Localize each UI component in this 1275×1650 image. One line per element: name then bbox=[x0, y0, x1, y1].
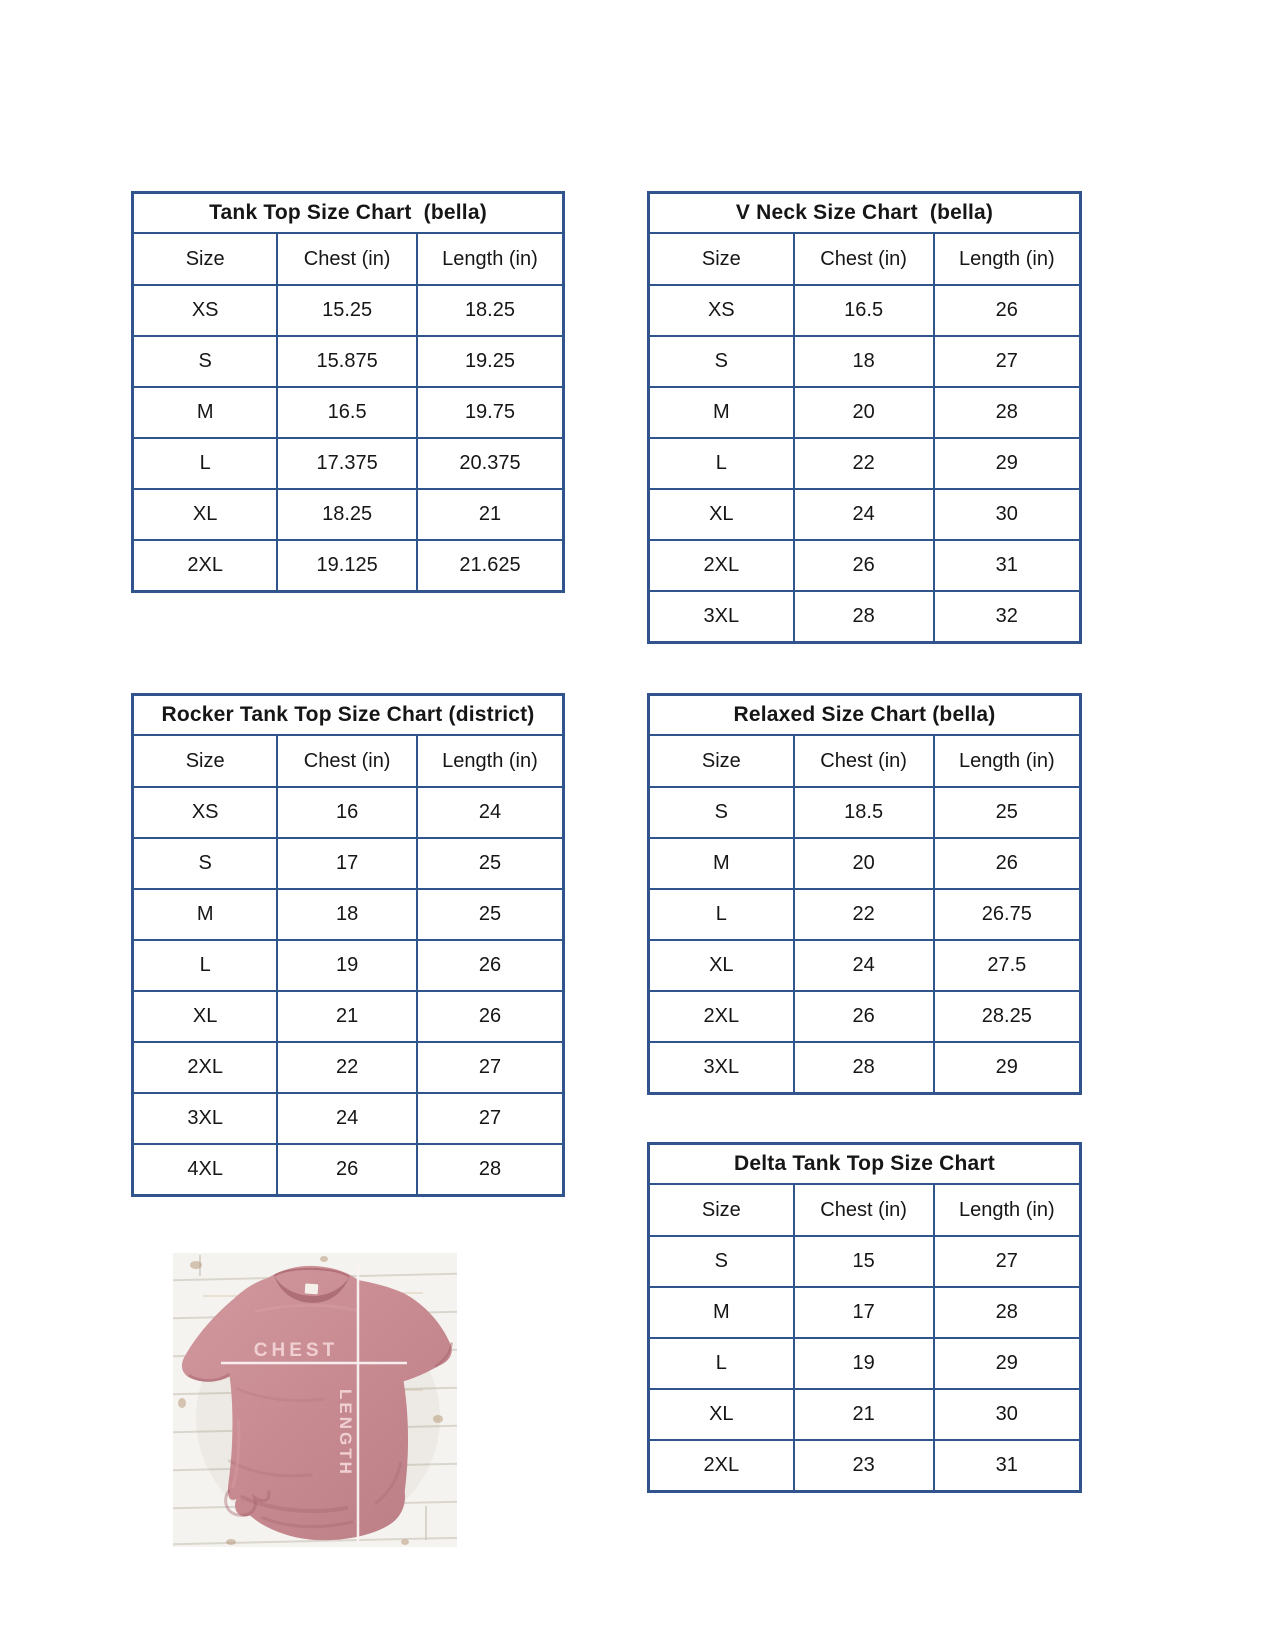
size-cell: XS bbox=[133, 787, 278, 838]
length-cell: 25 bbox=[934, 787, 1081, 838]
length-cell: 28.25 bbox=[934, 991, 1081, 1042]
length-cell: 21.625 bbox=[417, 540, 564, 592]
length-cell: 19.25 bbox=[417, 336, 564, 387]
size-cell: XL bbox=[133, 489, 278, 540]
table-row bbox=[649, 540, 1081, 591]
table-title-row bbox=[649, 695, 1081, 736]
table-row bbox=[133, 489, 564, 540]
table-title: Tank Top Size Chart (bella) bbox=[133, 193, 564, 234]
length-cell: 18.25 bbox=[417, 285, 564, 336]
chest-cell: 24 bbox=[794, 489, 934, 540]
table-row bbox=[133, 387, 564, 438]
chest-cell: 17.375 bbox=[277, 438, 417, 489]
size-cell: 2XL bbox=[649, 991, 794, 1042]
size-cell: L bbox=[649, 1338, 794, 1389]
length-cell: 26 bbox=[417, 991, 564, 1042]
table-tank-top-bella bbox=[131, 191, 565, 593]
size-cell: XS bbox=[649, 285, 794, 336]
chest-cell: 16.5 bbox=[794, 285, 934, 336]
column-header: Length (in) bbox=[934, 233, 1081, 285]
table-title: Rocker Tank Top Size Chart (district) bbox=[133, 695, 564, 736]
size-chart-table bbox=[647, 1142, 1082, 1493]
table-row bbox=[649, 438, 1081, 489]
chest-cell: 22 bbox=[794, 438, 934, 489]
table-row bbox=[649, 1338, 1081, 1389]
table-row bbox=[133, 336, 564, 387]
chest-cell: 22 bbox=[277, 1042, 417, 1093]
size-cell: M bbox=[133, 889, 278, 940]
length-cell: 28 bbox=[417, 1144, 564, 1196]
size-cell: L bbox=[133, 438, 278, 489]
table-title: V Neck Size Chart (bella) bbox=[649, 193, 1081, 234]
column-header: Length (in) bbox=[934, 1184, 1081, 1236]
chest-cell: 28 bbox=[794, 1042, 934, 1094]
chest-cell: 20 bbox=[794, 838, 934, 889]
length-cell: 25 bbox=[417, 838, 564, 889]
table-row bbox=[649, 387, 1081, 438]
chest-cell: 15.875 bbox=[277, 336, 417, 387]
size-chart-table bbox=[131, 191, 565, 593]
table-title-row bbox=[649, 193, 1081, 234]
column-header: Size bbox=[133, 233, 278, 285]
column-header: Chest (in) bbox=[794, 1184, 934, 1236]
size-cell: M bbox=[649, 1287, 794, 1338]
size-cell: 2XL bbox=[133, 540, 278, 592]
table-header-row bbox=[649, 735, 1081, 787]
chest-cell: 23 bbox=[794, 1440, 934, 1492]
length-cell: 26 bbox=[934, 285, 1081, 336]
size-cell: 3XL bbox=[649, 591, 794, 643]
size-cell: S bbox=[133, 336, 278, 387]
length-cell: 27 bbox=[417, 1042, 564, 1093]
table-row bbox=[649, 838, 1081, 889]
length-label: LENGTH bbox=[336, 1389, 355, 1477]
column-header: Length (in) bbox=[417, 233, 564, 285]
chest-cell: 24 bbox=[277, 1093, 417, 1144]
chest-label: CHEST bbox=[253, 1340, 339, 1361]
table-row bbox=[649, 285, 1081, 336]
table-delta-tank bbox=[647, 1142, 1082, 1493]
chest-cell: 19.125 bbox=[277, 540, 417, 592]
table-row bbox=[649, 1236, 1081, 1287]
size-cell: S bbox=[649, 336, 794, 387]
size-cell: M bbox=[649, 838, 794, 889]
t-shirt-graphic bbox=[173, 1253, 457, 1547]
column-header: Size bbox=[649, 1184, 794, 1236]
table-row bbox=[649, 889, 1081, 940]
table-row bbox=[133, 438, 564, 489]
chest-cell: 19 bbox=[794, 1338, 934, 1389]
column-header: Length (in) bbox=[417, 735, 564, 787]
table-row bbox=[649, 1287, 1081, 1338]
chest-cell: 22 bbox=[794, 889, 934, 940]
size-cell: 4XL bbox=[133, 1144, 278, 1196]
column-header: Chest (in) bbox=[277, 735, 417, 787]
chest-cell: 26 bbox=[794, 991, 934, 1042]
table-title-row bbox=[133, 695, 564, 736]
length-cell: 24 bbox=[417, 787, 564, 838]
chest-cell: 15.25 bbox=[277, 285, 417, 336]
size-cell: XL bbox=[133, 991, 278, 1042]
chest-cell: 15 bbox=[794, 1236, 934, 1287]
length-cell: 27.5 bbox=[934, 940, 1081, 991]
size-cell: XS bbox=[133, 285, 278, 336]
size-chart-table bbox=[647, 693, 1082, 1095]
table-row bbox=[133, 787, 564, 838]
table-row bbox=[133, 1144, 564, 1196]
column-header: Chest (in) bbox=[794, 233, 934, 285]
size-cell: L bbox=[133, 940, 278, 991]
table-row bbox=[649, 1389, 1081, 1440]
column-header: Size bbox=[649, 735, 794, 787]
shirt-measurement-photo bbox=[173, 1253, 457, 1547]
length-cell: 26 bbox=[934, 838, 1081, 889]
length-cell: 19.75 bbox=[417, 387, 564, 438]
size-cell: 2XL bbox=[133, 1042, 278, 1093]
table-row bbox=[649, 489, 1081, 540]
column-header: Chest (in) bbox=[794, 735, 934, 787]
table-relaxed-bella bbox=[647, 693, 1082, 1095]
column-header: Chest (in) bbox=[277, 233, 417, 285]
size-cell: 3XL bbox=[133, 1093, 278, 1144]
table-rocker-tank-district bbox=[131, 693, 565, 1197]
length-cell: 21 bbox=[417, 489, 564, 540]
length-cell: 26 bbox=[417, 940, 564, 991]
length-cell: 26.75 bbox=[934, 889, 1081, 940]
size-cell: 2XL bbox=[649, 1440, 794, 1492]
table-row bbox=[649, 787, 1081, 838]
table-row bbox=[649, 591, 1081, 643]
table-title: Relaxed Size Chart (bella) bbox=[649, 695, 1081, 736]
size-chart-table bbox=[131, 693, 565, 1197]
table-row bbox=[133, 940, 564, 991]
size-cell: S bbox=[133, 838, 278, 889]
chest-cell: 26 bbox=[277, 1144, 417, 1196]
table-header-row bbox=[133, 233, 564, 285]
table-title-row bbox=[649, 1144, 1081, 1185]
length-cell: 32 bbox=[934, 591, 1081, 643]
length-cell: 30 bbox=[934, 489, 1081, 540]
chest-cell: 28 bbox=[794, 591, 934, 643]
size-cell: S bbox=[649, 1236, 794, 1287]
table-header-row bbox=[133, 735, 564, 787]
chest-cell: 18.25 bbox=[277, 489, 417, 540]
chest-cell: 18 bbox=[277, 889, 417, 940]
table-header-row bbox=[649, 233, 1081, 285]
chest-cell: 18.5 bbox=[794, 787, 934, 838]
table-row bbox=[133, 540, 564, 592]
table-row bbox=[133, 991, 564, 1042]
table-row bbox=[133, 1042, 564, 1093]
length-cell: 31 bbox=[934, 1440, 1081, 1492]
length-cell: 25 bbox=[417, 889, 564, 940]
table-row bbox=[649, 1042, 1081, 1094]
size-cell: M bbox=[133, 387, 278, 438]
column-header: Length (in) bbox=[934, 735, 1081, 787]
chest-cell: 24 bbox=[794, 940, 934, 991]
chest-cell: 17 bbox=[794, 1287, 934, 1338]
length-cell: 31 bbox=[934, 540, 1081, 591]
column-header: Size bbox=[649, 233, 794, 285]
table-header-row bbox=[649, 1184, 1081, 1236]
chest-cell: 18 bbox=[794, 336, 934, 387]
chest-cell: 17 bbox=[277, 838, 417, 889]
size-cell: XL bbox=[649, 489, 794, 540]
length-cell: 28 bbox=[934, 1287, 1081, 1338]
length-cell: 30 bbox=[934, 1389, 1081, 1440]
chest-cell: 16 bbox=[277, 787, 417, 838]
chest-cell: 21 bbox=[277, 991, 417, 1042]
table-row bbox=[133, 1093, 564, 1144]
size-cell: L bbox=[649, 889, 794, 940]
table-row bbox=[133, 838, 564, 889]
size-cell: XL bbox=[649, 940, 794, 991]
table-v-neck-bella bbox=[647, 191, 1082, 644]
table-row bbox=[649, 336, 1081, 387]
length-cell: 29 bbox=[934, 438, 1081, 489]
size-cell: 2XL bbox=[649, 540, 794, 591]
size-cell: S bbox=[649, 787, 794, 838]
length-cell: 20.375 bbox=[417, 438, 564, 489]
chest-cell: 26 bbox=[794, 540, 934, 591]
neck-tag bbox=[305, 1283, 319, 1294]
size-cell: 3XL bbox=[649, 1042, 794, 1094]
chest-cell: 21 bbox=[794, 1389, 934, 1440]
length-cell: 27 bbox=[417, 1093, 564, 1144]
table-row bbox=[649, 940, 1081, 991]
table-row bbox=[649, 991, 1081, 1042]
chest-cell: 20 bbox=[794, 387, 934, 438]
column-header: Size bbox=[133, 735, 278, 787]
table-row bbox=[649, 1440, 1081, 1492]
table-title: Delta Tank Top Size Chart bbox=[649, 1144, 1081, 1185]
chest-cell: 16.5 bbox=[277, 387, 417, 438]
table-row bbox=[133, 889, 564, 940]
size-chart-table bbox=[647, 191, 1082, 644]
table-row bbox=[133, 285, 564, 336]
length-cell: 29 bbox=[934, 1338, 1081, 1389]
size-cell: XL bbox=[649, 1389, 794, 1440]
length-cell: 27 bbox=[934, 1236, 1081, 1287]
length-cell: 27 bbox=[934, 336, 1081, 387]
table-title-row bbox=[133, 193, 564, 234]
size-cell: L bbox=[649, 438, 794, 489]
size-cell: M bbox=[649, 387, 794, 438]
length-cell: 29 bbox=[934, 1042, 1081, 1094]
length-cell: 28 bbox=[934, 387, 1081, 438]
chest-cell: 19 bbox=[277, 940, 417, 991]
